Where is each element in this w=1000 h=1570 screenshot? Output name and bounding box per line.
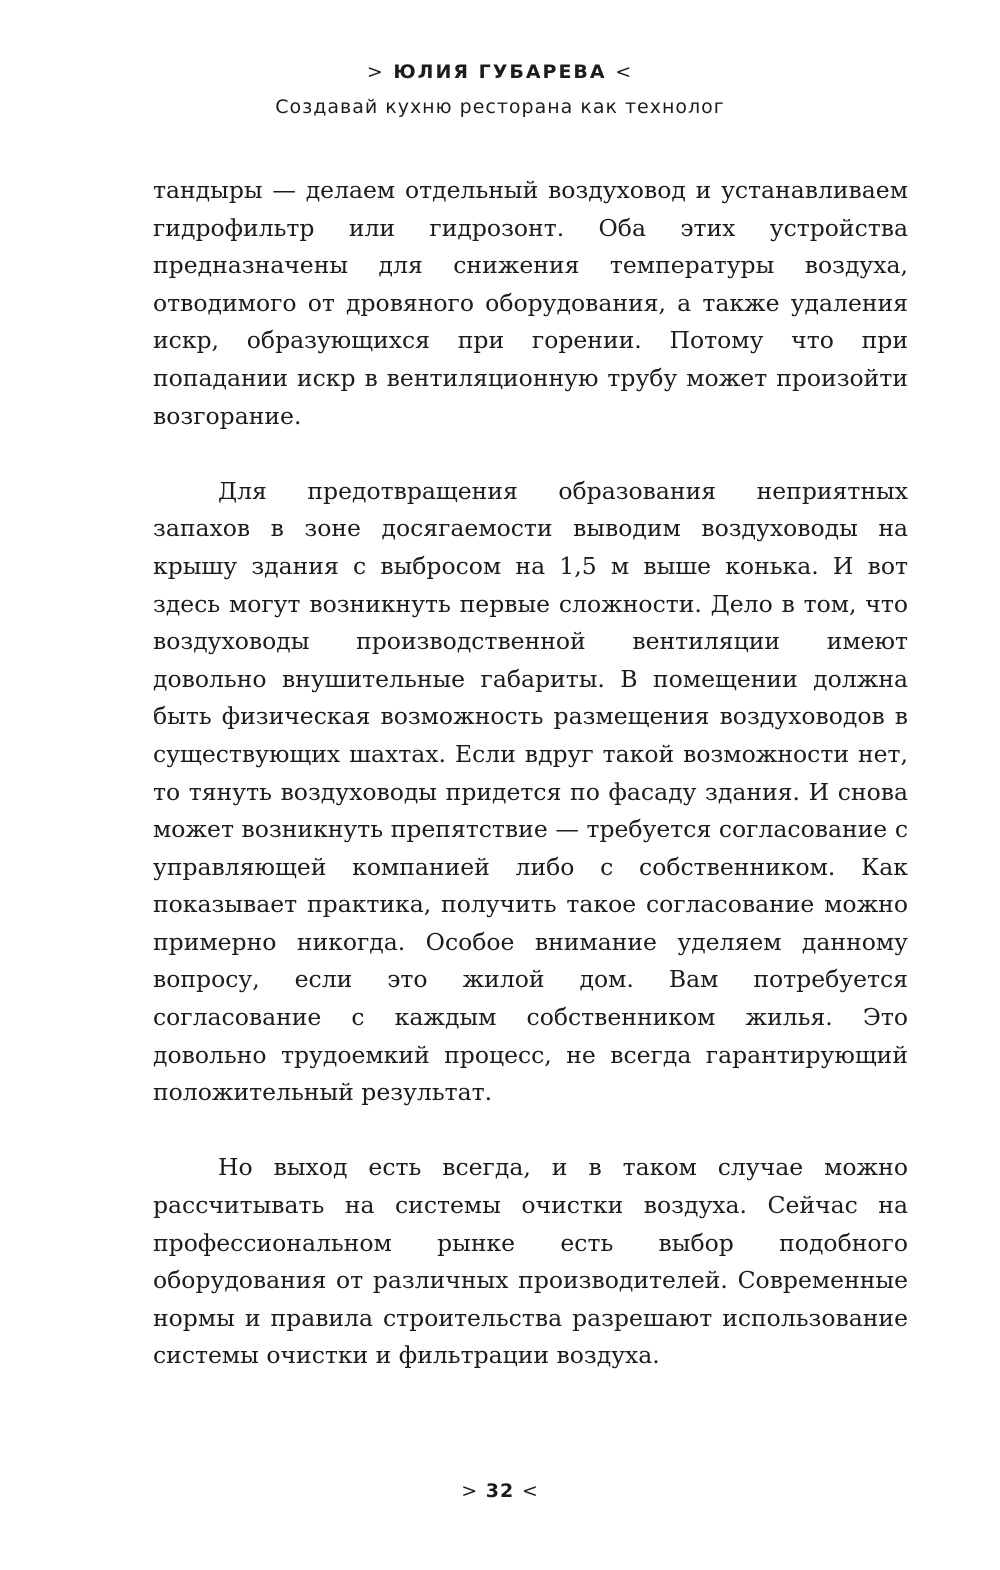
book-title: Создавай кухню ресторана как технолог (275, 96, 725, 118)
paragraph-continuation: тандыры — делаем отдельный воздуховод и устанавливаем гидрофильтр или гидрозонт. Оба этих устройства предназначены для снижения температуры воздуха, отводимого от дровяного оборудования, а также удаления искр, образующихся при горении. Потому что при попадании искр в вентиляционную трубу может произойти возгорание. (153, 176, 908, 430)
author-name-line (0, 58, 1000, 86)
paragraph: Но выход есть всегда, и в таком случае можно рассчитывать на системы очистки воздуха. Сейчас на профессиональном рынке есть выбор подобного оборудования от различных производителей. Современные нормы и правила строительства разрешают использование системы очистки и фильтрации воздуха. (153, 1153, 908, 1370)
page-body (153, 172, 908, 1375)
author-name: ЮЛИЯ ГУБАРЕВА (393, 61, 607, 83)
running-header (0, 58, 1000, 122)
page-number (0, 1480, 1000, 1502)
left-marker: > (461, 1480, 479, 1502)
right-marker: < (615, 61, 634, 83)
left-marker: > (366, 61, 385, 83)
page-number-value: 32 (485, 1480, 515, 1502)
paragraph: Для предотвращения образования неприятных запахов в зоне досягаемости выводим воздуховоды на крышу здания с выбросом на 1,5 м выше конька. И вот здесь могут возникнуть первые сложности. Дело в том, что воздуховоды производственной вентиляции имеют довольно внушительные габариты. В помещении должна быть физическая возможность размещения воздуховодов в существующих шахтах. Если вдруг такой возможности нет, то тянуть воздуховоды придется по фасаду здания. И снова может возникнуть препятствие — требуется согласование с управляющей компанией либо с собственником. Как показывает практика, получить такое согласование можно примерно никогда. Особое внимание уделяем данному вопросу, если это жилой дом. Вам потребуется согласование с каждым собственником жилья. Это довольно трудоемкий процесс, не всегда гарантирующий положительный результат. (153, 476, 908, 1107)
right-marker: < (521, 1480, 539, 1502)
